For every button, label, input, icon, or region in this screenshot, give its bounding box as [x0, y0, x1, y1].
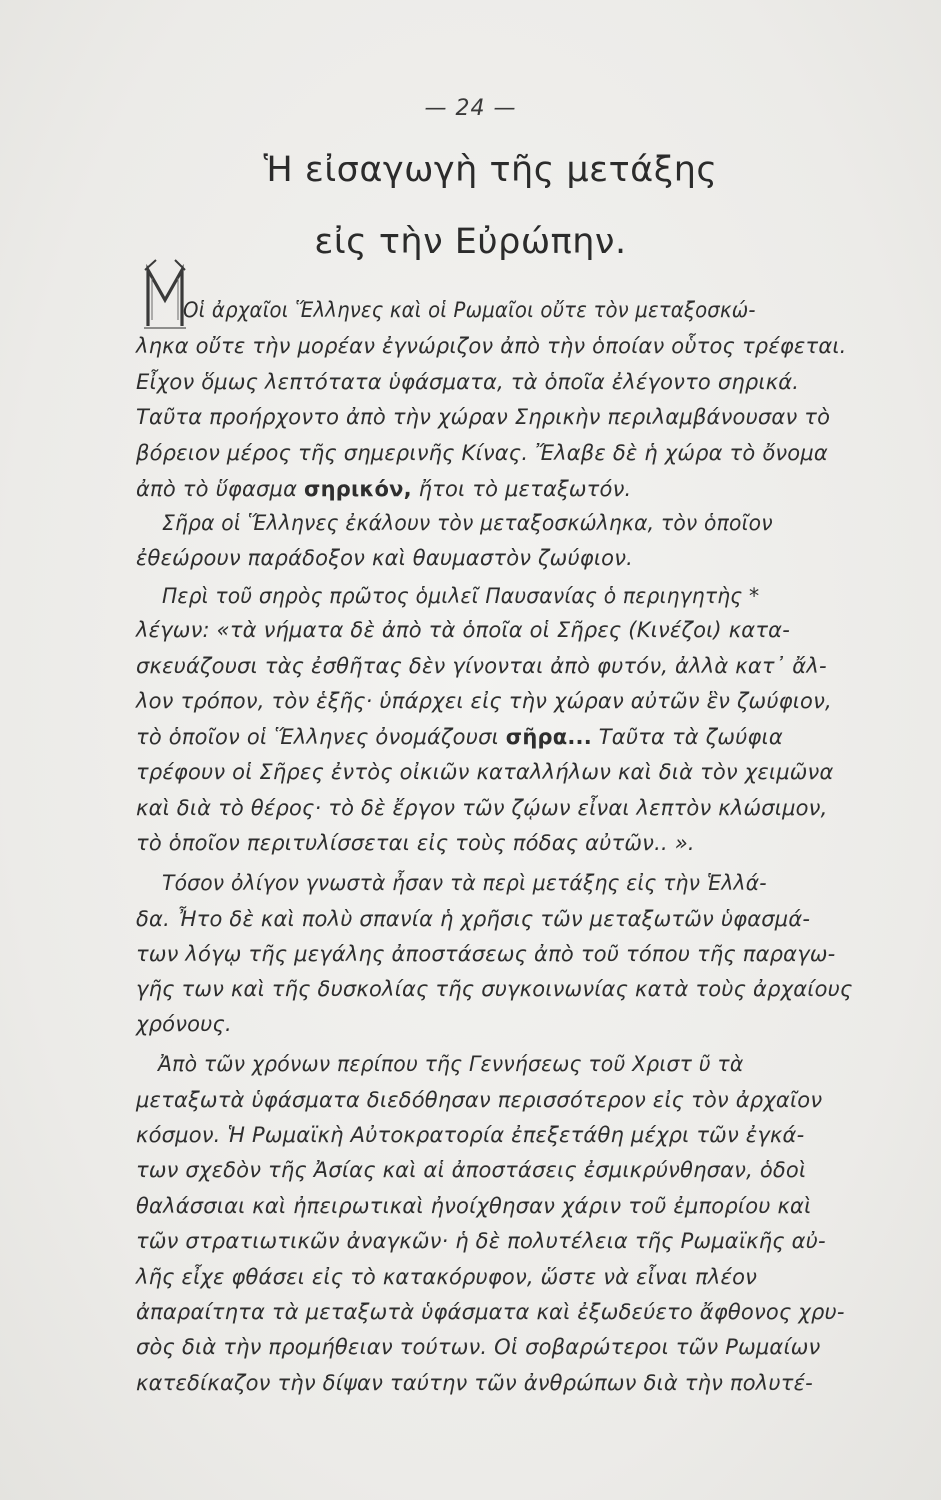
text-line: των λόγῳ τῆς μεγάλης ἀποστάσεως ἀπὸ τοῦ τόπου τῆς παραγω- [136, 942, 836, 966]
text-line [136, 477, 872, 501]
text-line: Τόσον ὀλίγον γνωστὰ ἦσαν τὰ περὶ μετάξης εἰς τὴν Ἑλλά- [162, 871, 767, 895]
text-line: καὶ διὰ τὸ θέρος· τὸ δὲ ἔργον τῶν ζῴων εἶναι λεπτὸν κλώσιμον, [136, 796, 828, 820]
text-line: κόσμον. Ἡ Ρωμαϊκὴ Αὐτοκρατορία ἐπεξετάθη μέχρι τῶν ἐγκά- [136, 1123, 805, 1147]
text-line: θαλάσσιαι καὶ ἠπειρωτικαὶ ἠνοίχθησαν χάριν τοῦ ἐμπορίου καὶ [136, 1194, 812, 1218]
emphasized-word: σῆρα... [505, 725, 592, 749]
emphasized-word: σηρικόν, [304, 477, 412, 501]
text-segment: τὸ ὁποῖον οἱ Ἕλληνες ὀνομάζουσι [136, 725, 506, 749]
text-line: ἀπαραίτητα τὰ μεταξωτὰ ὑφάσματα καὶ ἐξωδεύετο ἄφθονος χρυ- [136, 1300, 845, 1324]
text-line: τρέφουν οἱ Σῆρες ἐντὸς οἰκιῶν καταλλήλων καὶ διὰ τὸν χειμῶνα [136, 760, 834, 784]
text-line: λον τρόπον, τὸν ἑξῆς· ὑπάρχει εἰς τὴν χώραν αὐτῶν ἓν ζωύφιον, [136, 689, 832, 713]
text-line: ἐθεώρουν παράδοξον καὶ θαυμαστὸν ζωύφιον. [136, 546, 634, 570]
page-number: — 24 — [424, 96, 517, 121]
chapter-title-line-2: εἰς τὴν Εὐρώπην. [314, 222, 627, 262]
text-segment: ἀπὸ τὸ ὕφασμα [136, 477, 305, 501]
text-line: Εἶχον ὅμως λεπτότατα ὑφάσματα, τὰ ὁποῖα ἐλέγοντο σηρικά. [136, 370, 800, 394]
text-line: βόρειον μέρος τῆς σημερινῆς Κίνας. Ἔλαβε δὲ ἡ χώρα τὸ ὄνομα [136, 441, 828, 465]
text-line: Σῆρα οἱ Ἕλληνες ἐκάλουν τὸν μεταξοσκώληκα, τὸν ὁποῖον [162, 511, 773, 535]
text-line: σὸς διὰ τὴν προμήθειαν τούτων. Οἱ σοβαρώτεροι τῶν Ρωμαίων [136, 1335, 821, 1359]
text-line: τῶν στρατιωτικῶν ἀναγκῶν· ἡ δὲ πολυτέλεια τῆς Ρωμαϊκῆς αὐ- [136, 1229, 826, 1253]
text-line: των σχεδὸν τῆς Ἀσίας καὶ αἱ ἀποστάσεις ἐσμικρύνθησαν, ὁδοὶ [136, 1158, 807, 1182]
text-line: Οἱ ἀρχαῖοι Ἕλληνες καὶ οἱ Ρωμαῖοι οὔτε τὸν μεταξοσκώ- [183, 298, 756, 322]
text-line: Περὶ τοῦ σηρὸς πρῶτος ὁμιλεῖ Παυσανίας ὁ περιηγητὴς * [162, 584, 760, 608]
text-line: γῆς των καὶ τῆς δυσκολίας τῆς συγκοινωνίας κατὰ τοὺς ἀρχαίους [136, 977, 853, 1001]
text-line: κατεδίκαζον τὴν δίψαν ταύτην τῶν ἀνθρώπων διὰ τὴν πολυτέ- [136, 1371, 813, 1395]
text-segment: Ταῦτα τὰ ζωύφια [591, 725, 783, 749]
text-line: μεταξωτὰ ὑφάσματα διεδόθησαν περισσότερον εἰς τὸν ἀρχαῖον [136, 1088, 823, 1112]
text-line: Ἀπὸ τῶν χρόνων περίπου τῆς Γεννήσεως τοῦ Χριστ ῦ τὰ [158, 1052, 744, 1076]
chapter-title-line-1: Ἡ εἰσαγωγὴ τῆς μετάξης [263, 150, 718, 190]
text-line: ληκα οὔτε τὴν μορέαν ἐγνώριζον ἀπὸ τὴν ὁποίαν οὗτος τρέφεται. [136, 334, 847, 358]
text-segment: ἤτοι τὸ μεταξωτόν. [411, 477, 632, 501]
text-line: τὸ ὁποῖον περιτυλίσσεται εἰς τοὺς πόδας αὐτῶν.. ». [136, 831, 695, 855]
text-line: λῆς εἶχε φθάσει εἰς τὸ κατακόρυφον, ὥστε νὰ εἶναι πλέον [136, 1265, 758, 1289]
text-line: Ταῦτα προήρχοντο ἀπὸ τὴν χώραν Σηρικὴν περιλαμβάνουσαν τὸ [136, 405, 831, 429]
text-line: λέγων: «τὰ νήματα δὲ ἀπὸ τὰ ὁποῖα οἱ Σῆρες (Κινέζοι) κατα- [136, 618, 790, 642]
text-line: χρόνους. [136, 1012, 232, 1036]
text-line: δα. Ἦτο δὲ καὶ πολὺ σπανία ἡ χρῆσις τῶν μεταξωτῶν ὑφασμά- [136, 907, 811, 931]
text-line [136, 725, 872, 749]
text-line: σκευάζουσι τὰς ἐσθῆτας δὲν γίνονται ἀπὸ φυτόν, ἀλλὰ κατ᾽ ἄλ- [136, 654, 827, 678]
ornamental-dropcap-m [142, 256, 188, 332]
